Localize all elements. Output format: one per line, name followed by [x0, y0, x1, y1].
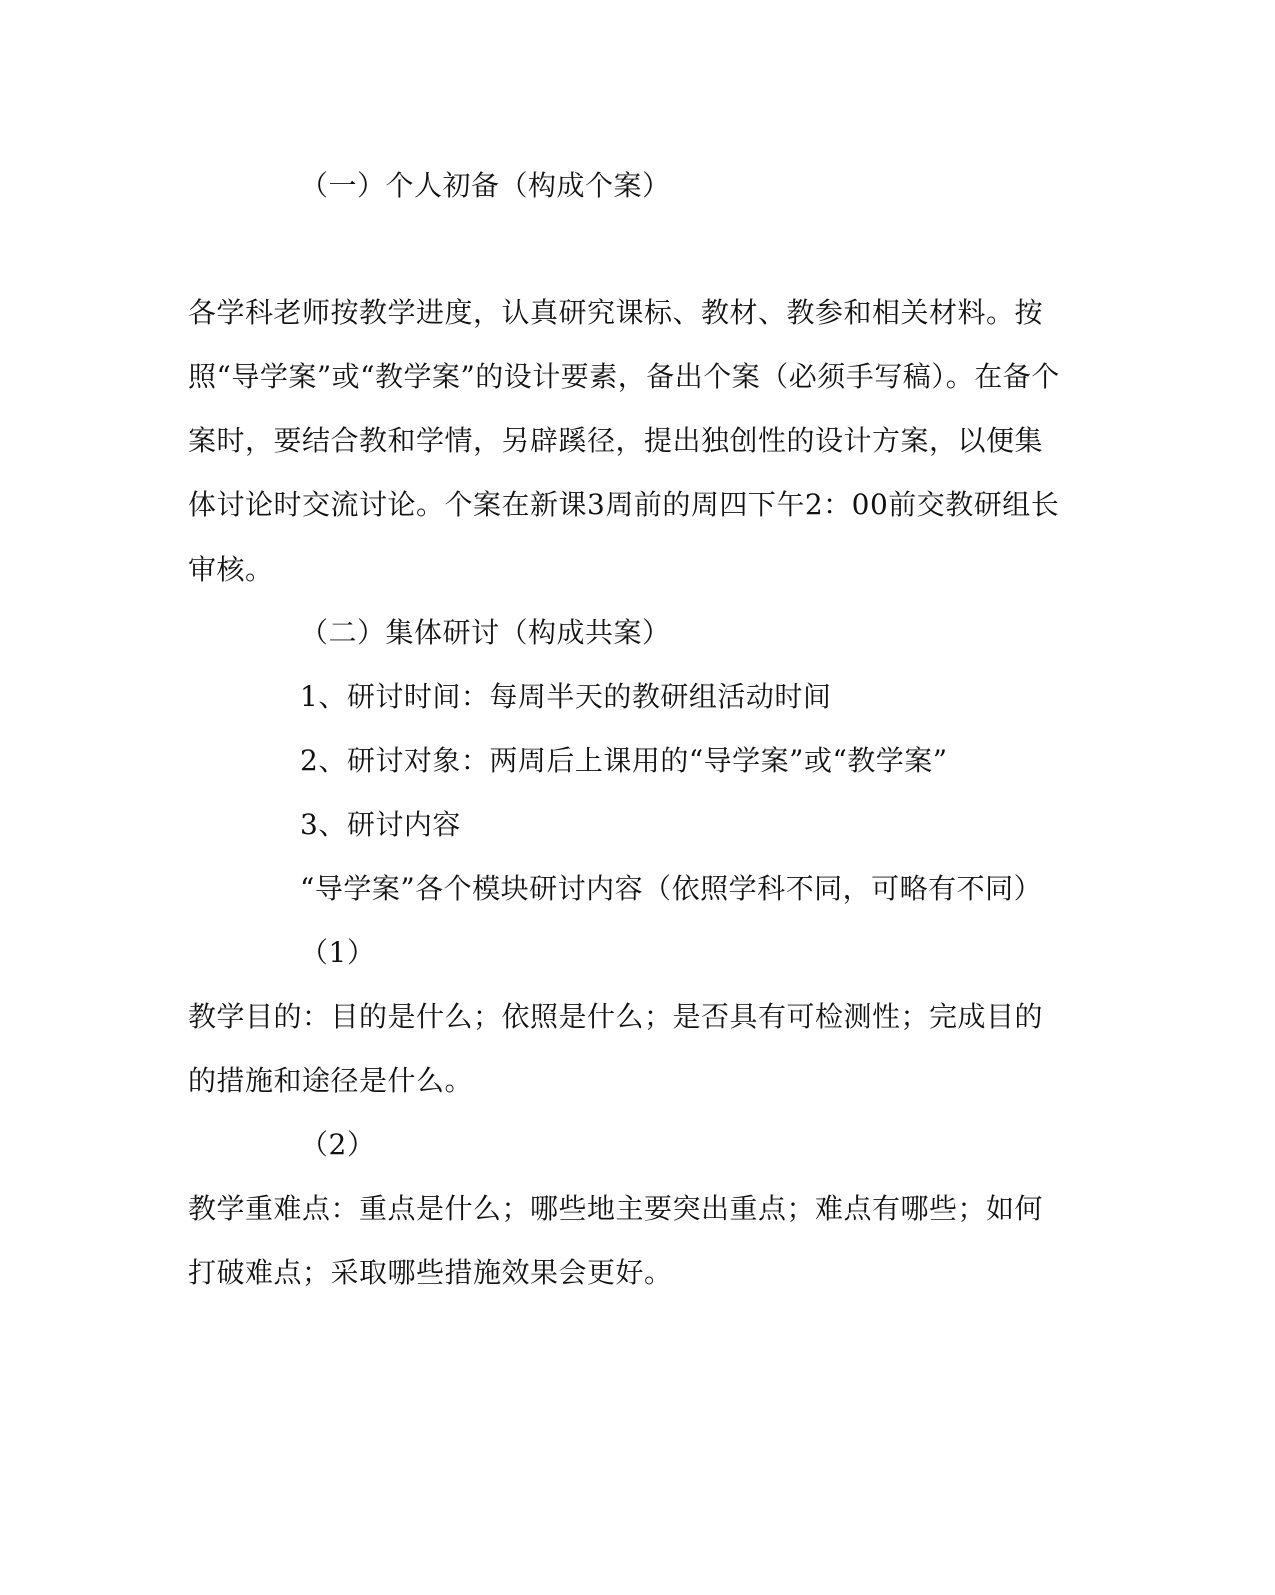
paragraph-line: 的措施和途径是什么。 [188, 1064, 474, 1097]
paragraph-line: 审核。 [188, 553, 274, 586]
paragraph-line: 案时，要结合教和学情，另辟蹊径，提出独创性的设计方案，以便集 [188, 424, 1044, 457]
paragraph-line: 各学科老师按教学进度，认真研究课标、教材、教参和相关材料。按 [188, 296, 1044, 329]
paragraph-line: 教学重难点：重点是什么；哪些地主要突出重点；难点有哪些；如何 [188, 1192, 1044, 1225]
section1-heading: （一）个人初备（构成个案） [300, 169, 671, 202]
paragraph-line: 体讨论时交流讨论。个案在新课3周前的周四下午2：00前交教研组长 [188, 488, 1060, 521]
section2-heading: （二）集体研讨（构成共案） [300, 616, 671, 649]
paragraph-line: 照“导学案”或“教学案”的设计要素，备出个案（必须手写稿）。在备个 [188, 360, 1060, 393]
point2-label: （2） [300, 1128, 376, 1161]
list-item-object: 2、研讨对象：两周后上课用的“导学案”或“教学案” [300, 744, 948, 777]
point1-label: （1） [300, 936, 376, 969]
modules-intro: “导学案”各个模块研讨内容（依照学科不同，可略有不同） [300, 872, 1043, 905]
list-item-content: 3、研讨内容 [300, 808, 461, 841]
paragraph-line: 打破难点；采取哪些措施效果会更好。 [188, 1256, 673, 1289]
paragraph-line: 教学目的：目的是什么；依照是什么；是否具有可检测性；完成目的 [188, 1000, 1044, 1033]
list-item-time: 1、研讨时间：每周半天的教研组活动时间 [300, 680, 832, 713]
